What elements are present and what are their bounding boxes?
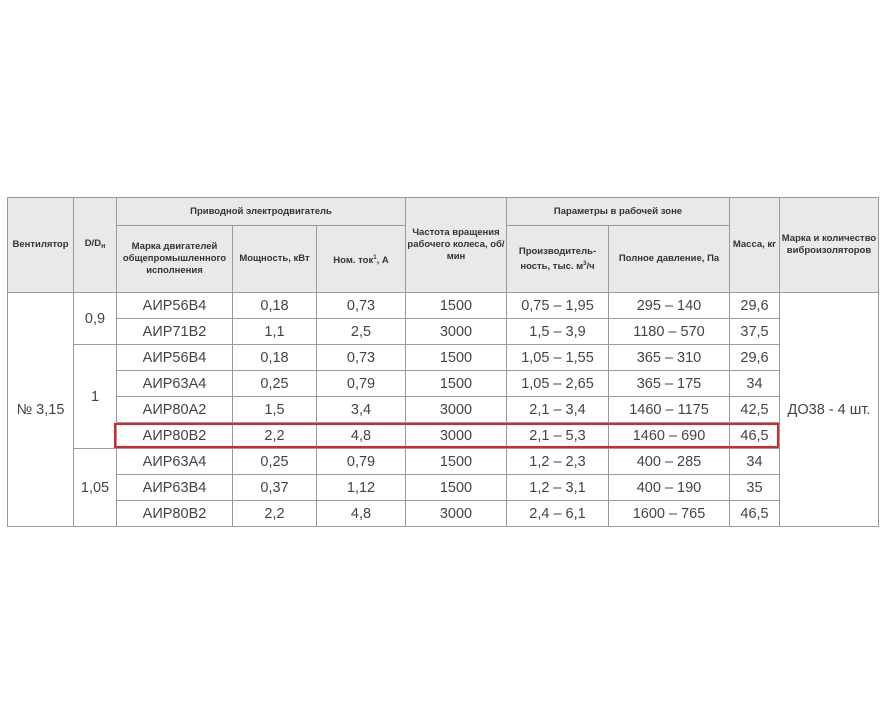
mass-cell: 34	[730, 449, 780, 475]
dd-cell: 1	[74, 345, 117, 449]
motor-cell: АИР80А2	[117, 397, 233, 423]
power-cell: 1,1	[233, 319, 317, 345]
motor-cell: АИР71В2	[117, 319, 233, 345]
header-dd-main: D/D	[84, 237, 102, 249]
pressure-cell: 400 – 190	[609, 475, 730, 501]
motor-cell: АИР80В2	[117, 501, 233, 527]
header-motor-brand: Марка двигателей общепромышленного исполнения	[117, 226, 233, 293]
power-cell: 2,2	[233, 423, 317, 449]
speed-cell: 3000	[406, 319, 507, 345]
header-motor-group: Приводной электродвигатель	[117, 198, 406, 226]
capacity-cell: 1,2 – 2,3	[507, 449, 609, 475]
capacity-cell: 1,5 – 3,9	[507, 319, 609, 345]
speed-cell: 3000	[406, 397, 507, 423]
motor-cell: АИР56В4	[117, 345, 233, 371]
pressure-cell: 1600 – 765	[609, 501, 730, 527]
capacity-cell: 2,1 – 3,4	[507, 397, 609, 423]
power-cell: 1,5	[233, 397, 317, 423]
current-cell: 0,73	[317, 293, 406, 319]
capacity-cell: 1,05 – 1,55	[507, 345, 609, 371]
header-params-group: Параметры в рабочей зоне	[507, 198, 730, 226]
mass-cell: 42,5	[730, 397, 780, 423]
pressure-cell: 1180 – 570	[609, 319, 730, 345]
current-cell: 4,8	[317, 501, 406, 527]
capacity-cell: 2,1 – 5,3	[507, 423, 609, 449]
power-cell: 0,37	[233, 475, 317, 501]
speed-cell: 3000	[406, 501, 507, 527]
speed-cell: 1500	[406, 345, 507, 371]
power-cell: 0,18	[233, 345, 317, 371]
header-mass: Масса, кг	[730, 198, 780, 293]
pressure-cell: 1460 – 1175	[609, 397, 730, 423]
dd-cell: 1,05	[74, 449, 117, 527]
current-cell: 4,8	[317, 423, 406, 449]
header-capacity: Производитель-ность, тыс. $м^3/ч$	[507, 226, 609, 293]
mass-cell: 35	[730, 475, 780, 501]
pressure-cell: 365 – 175	[609, 371, 730, 397]
pressure-cell: 365 – 310	[609, 345, 730, 371]
mass-cell: 34	[730, 371, 780, 397]
header-speed: Частота вращения рабочего колеса, об/мин	[406, 198, 507, 293]
power-cell: 0,25	[233, 371, 317, 397]
motor-cell: АИР63В4	[117, 475, 233, 501]
current-cell: 0,79	[317, 449, 406, 475]
header-current: Ном. ток$^1$, А	[317, 226, 406, 293]
header-power: Мощность, кВт	[233, 226, 317, 293]
motor-cell: АИР63А4	[117, 449, 233, 475]
mass-cell: 46,5	[730, 501, 780, 527]
header-dd	[74, 198, 117, 293]
power-cell: 0,25	[233, 449, 317, 475]
capacity-cell: 1,05 – 2,65	[507, 371, 609, 397]
power-cell: 2,2	[233, 501, 317, 527]
power-cell: 0,18	[233, 293, 317, 319]
capacity-cell: 0,75 – 1,95	[507, 293, 609, 319]
current-cell: 0,73	[317, 345, 406, 371]
mass-cell: 29,6	[730, 345, 780, 371]
motor-cell: АИР80В2	[117, 423, 233, 449]
fan-spec-table	[7, 197, 879, 527]
pressure-cell: 295 – 140	[609, 293, 730, 319]
fan-model-cell: № 3,15	[8, 293, 74, 527]
isolators-cell: ДО38 - 4 шт.	[780, 293, 879, 527]
current-cell: 1,12	[317, 475, 406, 501]
dd-cell: 0,9	[74, 293, 117, 345]
highlighted-row	[8, 423, 879, 449]
current-cell: 0,79	[317, 371, 406, 397]
current-cell: 2,5	[317, 319, 406, 345]
header-pressure: Полное давление, Па	[609, 226, 730, 293]
mass-cell: 37,5	[730, 319, 780, 345]
speed-cell: 1500	[406, 371, 507, 397]
header-fan: Вентилятор	[8, 198, 74, 293]
mass-cell: 46,5	[730, 423, 780, 449]
pressure-cell: 400 – 285	[609, 449, 730, 475]
motor-cell: АИР63А4	[117, 371, 233, 397]
speed-cell: 3000	[406, 423, 507, 449]
mass-cell: 29,6	[730, 293, 780, 319]
capacity-cell: 2,4 – 6,1	[507, 501, 609, 527]
capacity-cell: 1,2 – 3,1	[507, 475, 609, 501]
speed-cell: 1500	[406, 475, 507, 501]
motor-cell: АИР56В4	[117, 293, 233, 319]
speed-cell: 1500	[406, 293, 507, 319]
header-isolators: Марка и количество виброизоляторов	[780, 198, 879, 293]
header-dd-sub: н	[101, 242, 106, 250]
speed-cell: 1500	[406, 449, 507, 475]
pressure-cell: 1460 – 690	[609, 423, 730, 449]
current-cell: 3,4	[317, 397, 406, 423]
